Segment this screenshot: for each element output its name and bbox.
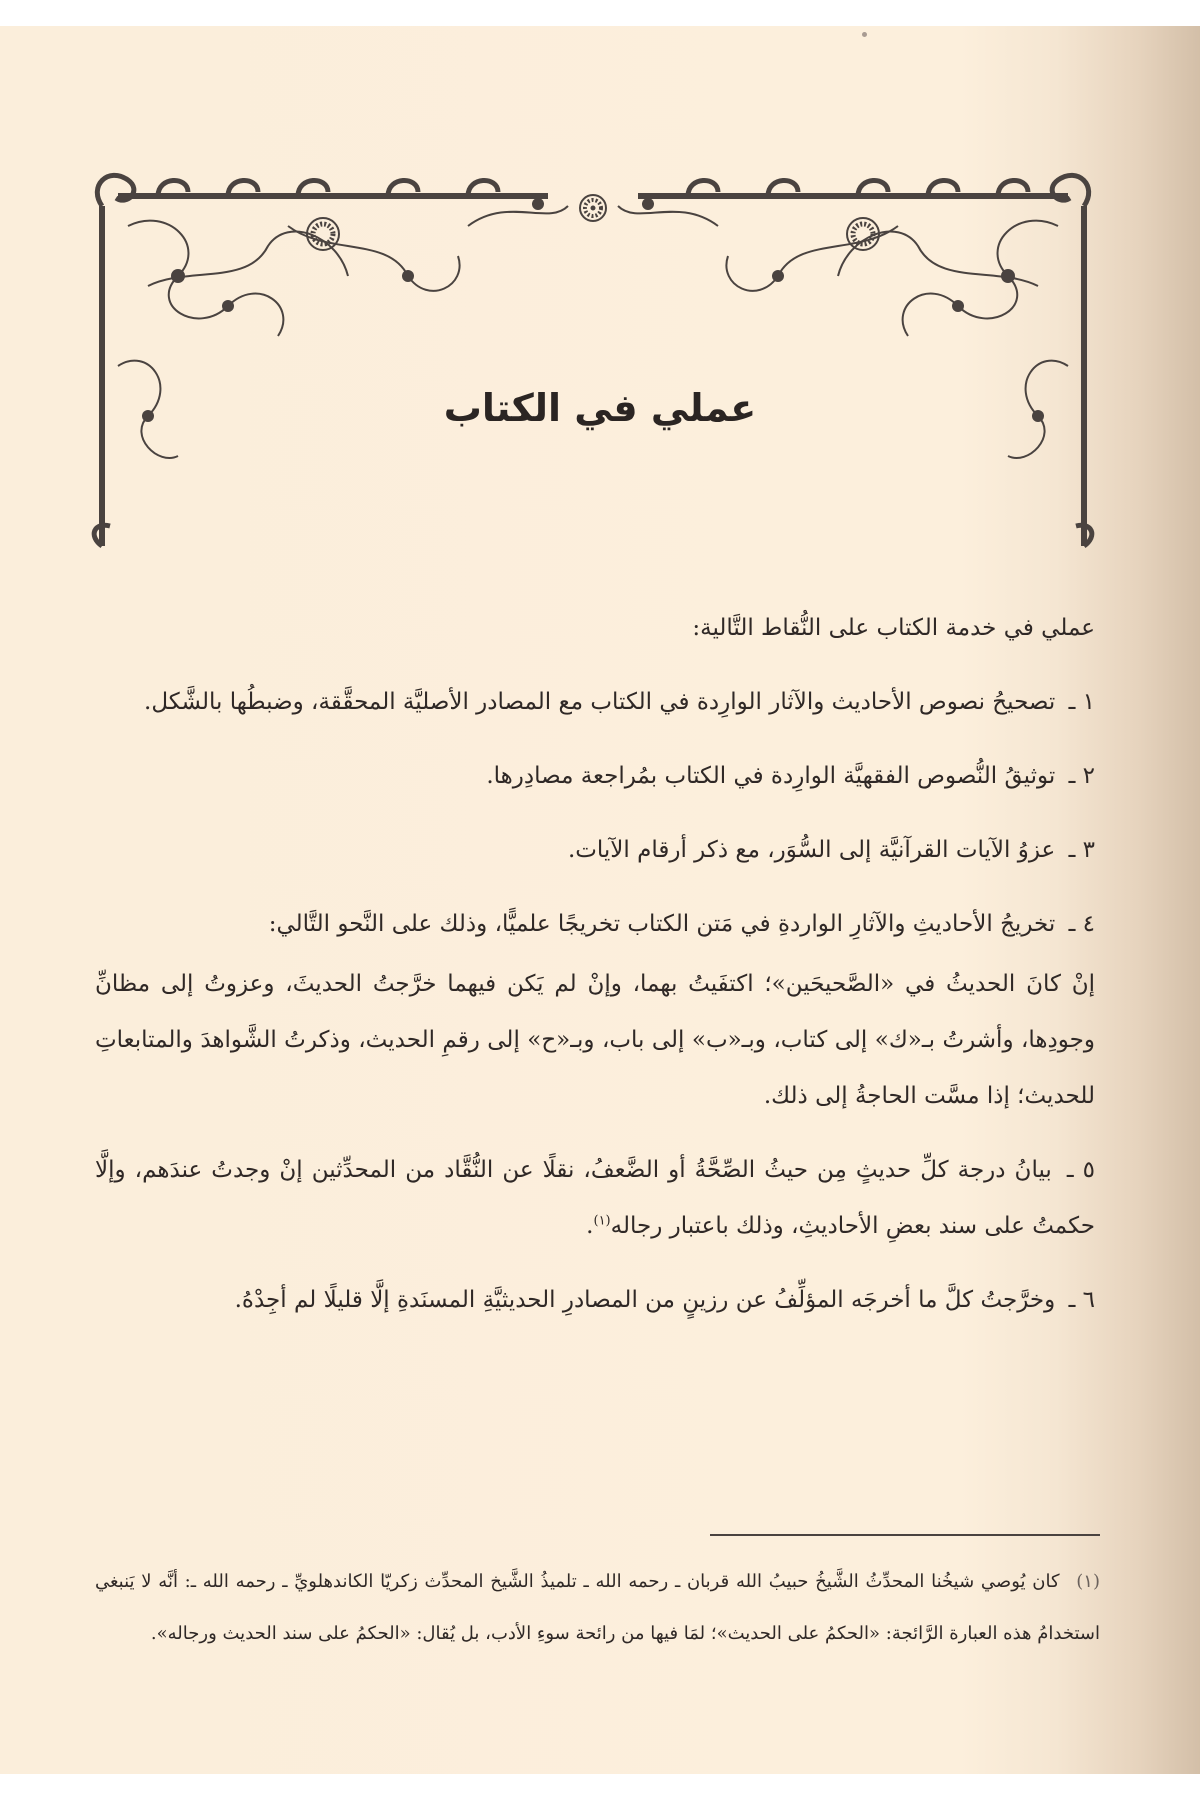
footnote-ref[interactable]: (١) <box>593 1213 611 1229</box>
list-item-5: ٥ ـ بيانُ درجة كلِّ حديثٍ مِن حيثُ الصِّحَّةُ أو الضَّعفُ، نقلًا عن النُّقَّاد من المحدِّثين إنْ وجدتُ عندَهم، وإلَّا حكمتُ على سند بعضِ الأحاديثِ، وذلك باعتبار رجاله$^{(١)}$. <box>95 1157 1095 1239</box>
intro-paragraph: عملي في خدمة الكتاب على النُّقاط التَّالية: <box>692 615 1095 641</box>
ornamental-frame <box>88 166 1098 556</box>
main-text <box>95 600 1095 1346</box>
footnote-marker: (١) <box>1076 1571 1100 1592</box>
footnote-separator <box>710 1534 1100 1536</box>
book-page <box>0 26 1200 1774</box>
paper-speck <box>862 32 867 37</box>
list-item-1: ١ ـ تصحيحُ نصوص الأحاديث والآثار الوارِدة في الكتاب مع المصادر الأصليَّة المحقَّقة، وضبطُها بالشَّكل. <box>144 689 1095 715</box>
floral-border-ornament <box>88 166 1098 556</box>
footnote <box>95 1556 1100 1660</box>
list-item-4: ٤ ـ تخريجُ الأحاديثِ والآثارِ الواردةِ في مَتن الكتاب تخريجًا علميًّا، وذلك على النَّحو التَّالي: <box>268 911 1095 937</box>
rosette-icon <box>307 195 879 250</box>
page-title: عملي في الكتاب <box>443 386 757 430</box>
footnote-text: كان يُوصي شيخُنا المحدِّثُ الشَّيخُ حبيبُ الله قربان ـ رحمه الله ـ تلميذُ الشَّيخ المحدِّث زكريّا الكاندهلويِّ ـ رحمه الله ـ: أنَّه لا يَنبغي استخدامُ هذه العبارة الرَّائجة: «الحكمُ على الحديث»؛ لمَا فيها من رائحة سوءِ الأدب، بل يُقال: «الحكمُ على سند الحديث ورجاله». <box>95 1571 1100 1644</box>
list-item-4-detail: إنْ كانَ الحديثُ في «الصَّحيحَين»؛ اكتفَيتُ بهما، وإنْ لم يَكن فيهما خرَّجتُ الحديثَ، وعزوتُ إلى مظانِّ وجودِها، وأشرتُ بـ«ك» إلى كتاب، وبـ«ب» إلى باب، وبـ«ح» إلى رقمِ الحديث، وذكرتُ الشَّواهدَ والمتابعاتِ للحديث؛ إذا مسَّت الحاجةُ إلى ذلك. <box>95 971 1095 1109</box>
list-item-3: ٣ ـ عزوُ الآيات القرآنيَّة إلى السُّوَر، مع ذكر أرقام الآيات. <box>567 837 1095 863</box>
list-item-2: ٢ ـ توثيقُ النُّصوص الفقهيَّة الوارِدة في الكتاب بمُراجعة مصادِرها. <box>486 763 1095 789</box>
list-item-6: ٦ ـ وخرَّجتُ كلَّ ما أخرجَه المؤلِّفُ عن رزينٍ من المصادرِ الحديثيَّةِ المسنَدةِ إلَّا قليلًا لم أجِدْهُ. <box>234 1287 1095 1313</box>
